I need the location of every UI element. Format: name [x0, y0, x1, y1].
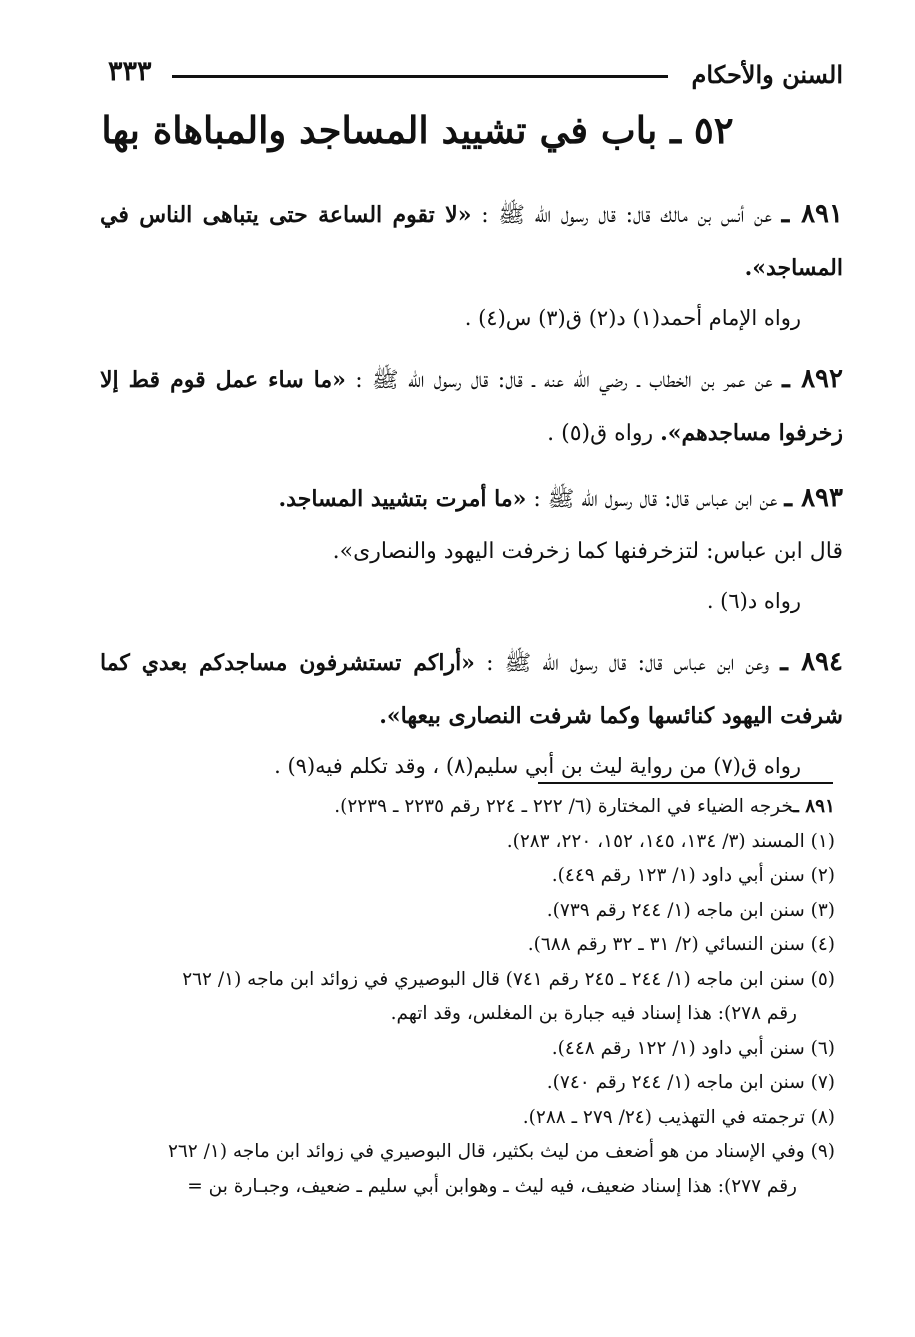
footnote-continuation: رقم ٢٧٧): هذا إسناد ضعيف، فيه ليث ـ وهوابن أبي سليم ـ ضعيف، وجبـارة بن =: [187, 1175, 797, 1197]
hadith-number: ٨٩٢ ـ: [782, 364, 843, 394]
hadith-text: «ما ساء عمل قوم قط إلا زخرفوا مساجدهم».: [100, 367, 843, 446]
footnote: (٦) سنن أبي داود (١/ ١٢٢ رقم ٤٤٨).: [551, 1037, 835, 1059]
hadith-892: [100, 353, 843, 460]
page-number: ٣٣٣: [108, 56, 152, 87]
main-text: [100, 188, 843, 789]
footnote: (٨) ترجمته في التهذيب (٢٤/ ٢٧٩ ـ ٢٨٨).: [522, 1106, 835, 1128]
footnote: (٢) سنن أبي داود (١/ ١٢٣ رقم ٤٤٩).: [551, 865, 835, 886]
footnote: (٩) وفي الإسناد من هو أضعف من ليث بكثير، قال البوصيري في زوائد ابن ماجه (١/ ٢٦٢: [167, 1141, 835, 1162]
hadith-number: ٨٩٤ ـ: [780, 647, 843, 677]
header-rule: [172, 75, 668, 78]
running-title: السنن والأحكام: [691, 60, 843, 89]
chapter-title: ٥٢ ـ باب في تشييد المساجد والمباهاة بها: [101, 108, 734, 152]
footnote-separator: [538, 782, 833, 784]
hadith-intro: عن أنس بن مالك قال: قال رسول اللّه ﷺ :: [471, 203, 782, 228]
hadith-894: [100, 636, 843, 743]
footnote-continuation: رقم ٢٧٨): هذا إسناد فيه جبارة بن المغلس، وقد اتهم.: [390, 1003, 797, 1024]
hadith-891: [100, 188, 843, 295]
hadith-text: «أراكم تستشرفون مساجدكم بعدي كما شرفت اليهود كنائسها وكما شرفت النصارى بيعها».: [100, 650, 843, 729]
hadith-intro: عن ابن عباس قال: قال رسول اللّه ﷺ :: [526, 487, 785, 512]
riwaya-892: رواه ق(٥) .: [547, 421, 661, 446]
footnotes: [100, 790, 835, 1204]
footnote: (٥) سنن ابن ماجه (١/ ٢٤٤ ـ ٢٤٥ رقم ٧٤١) قال البوصيري في زوائد ابن ماجه (١/ ٢٦٢: [182, 968, 835, 990]
hadith-intro: عن عمر بن الخطاب ـ رضي اللّه عنه ـ قال: قال رسول اللّه ﷺ :: [345, 368, 783, 393]
hadith-893: [100, 472, 843, 526]
hadith-number: ٨٩٣ ـ: [784, 483, 843, 513]
footnote: (١) المسند (٣/ ١٣٤، ١٤٥، ١٥٢، ٢٢٠، ٢٨٣).: [506, 830, 835, 852]
riwaya-891: رواه الإمام أحمد(١) د(٢) ق(٣) س(٤) .: [464, 306, 801, 330]
footnote: (٣) سنن ابن ماجه (١/ ٢٤٤ رقم ٧٣٩).: [546, 899, 835, 921]
footnote: ٨٩١ ـخرجه الضياء في المختارة (٦/ ٢٢٢ ـ ٢٢٤ رقم ٢٢٣٥ ـ ٢٢٣٩).: [334, 796, 835, 817]
hadith-text: «لا تقوم الساعة حتى يتباهى الناس في المساجد».: [100, 202, 843, 281]
hadith-intro: وعن ابن عباس قال: قال رسول اللّه ﷺ :: [474, 651, 781, 676]
hadith-number: ٨٩١ ـ: [781, 199, 843, 229]
ibn-abbas-comment: قال ابن عباس: لتزخرفنها كما زخرفت اليهود والنصارى».: [332, 539, 843, 564]
riwaya-894: رواه ق(٧) من رواية ليث بن أبي سليم(٨) ، وقد تكلم فيه(٩) .: [274, 754, 801, 778]
hadith-text: «ما أمرت بتشييد المساجد.: [278, 486, 527, 512]
footnote: (٧) سنن ابن ماجه (١/ ٢٤٤ رقم ٧٤٠).: [546, 1072, 835, 1093]
riwaya-893: رواه د(٦) .: [706, 589, 801, 613]
footnote: (٤) سنن النسائي (٢/ ٣١ ـ ٣٢ رقم ٦٨٨).: [527, 934, 835, 955]
page-header: [108, 52, 843, 92]
